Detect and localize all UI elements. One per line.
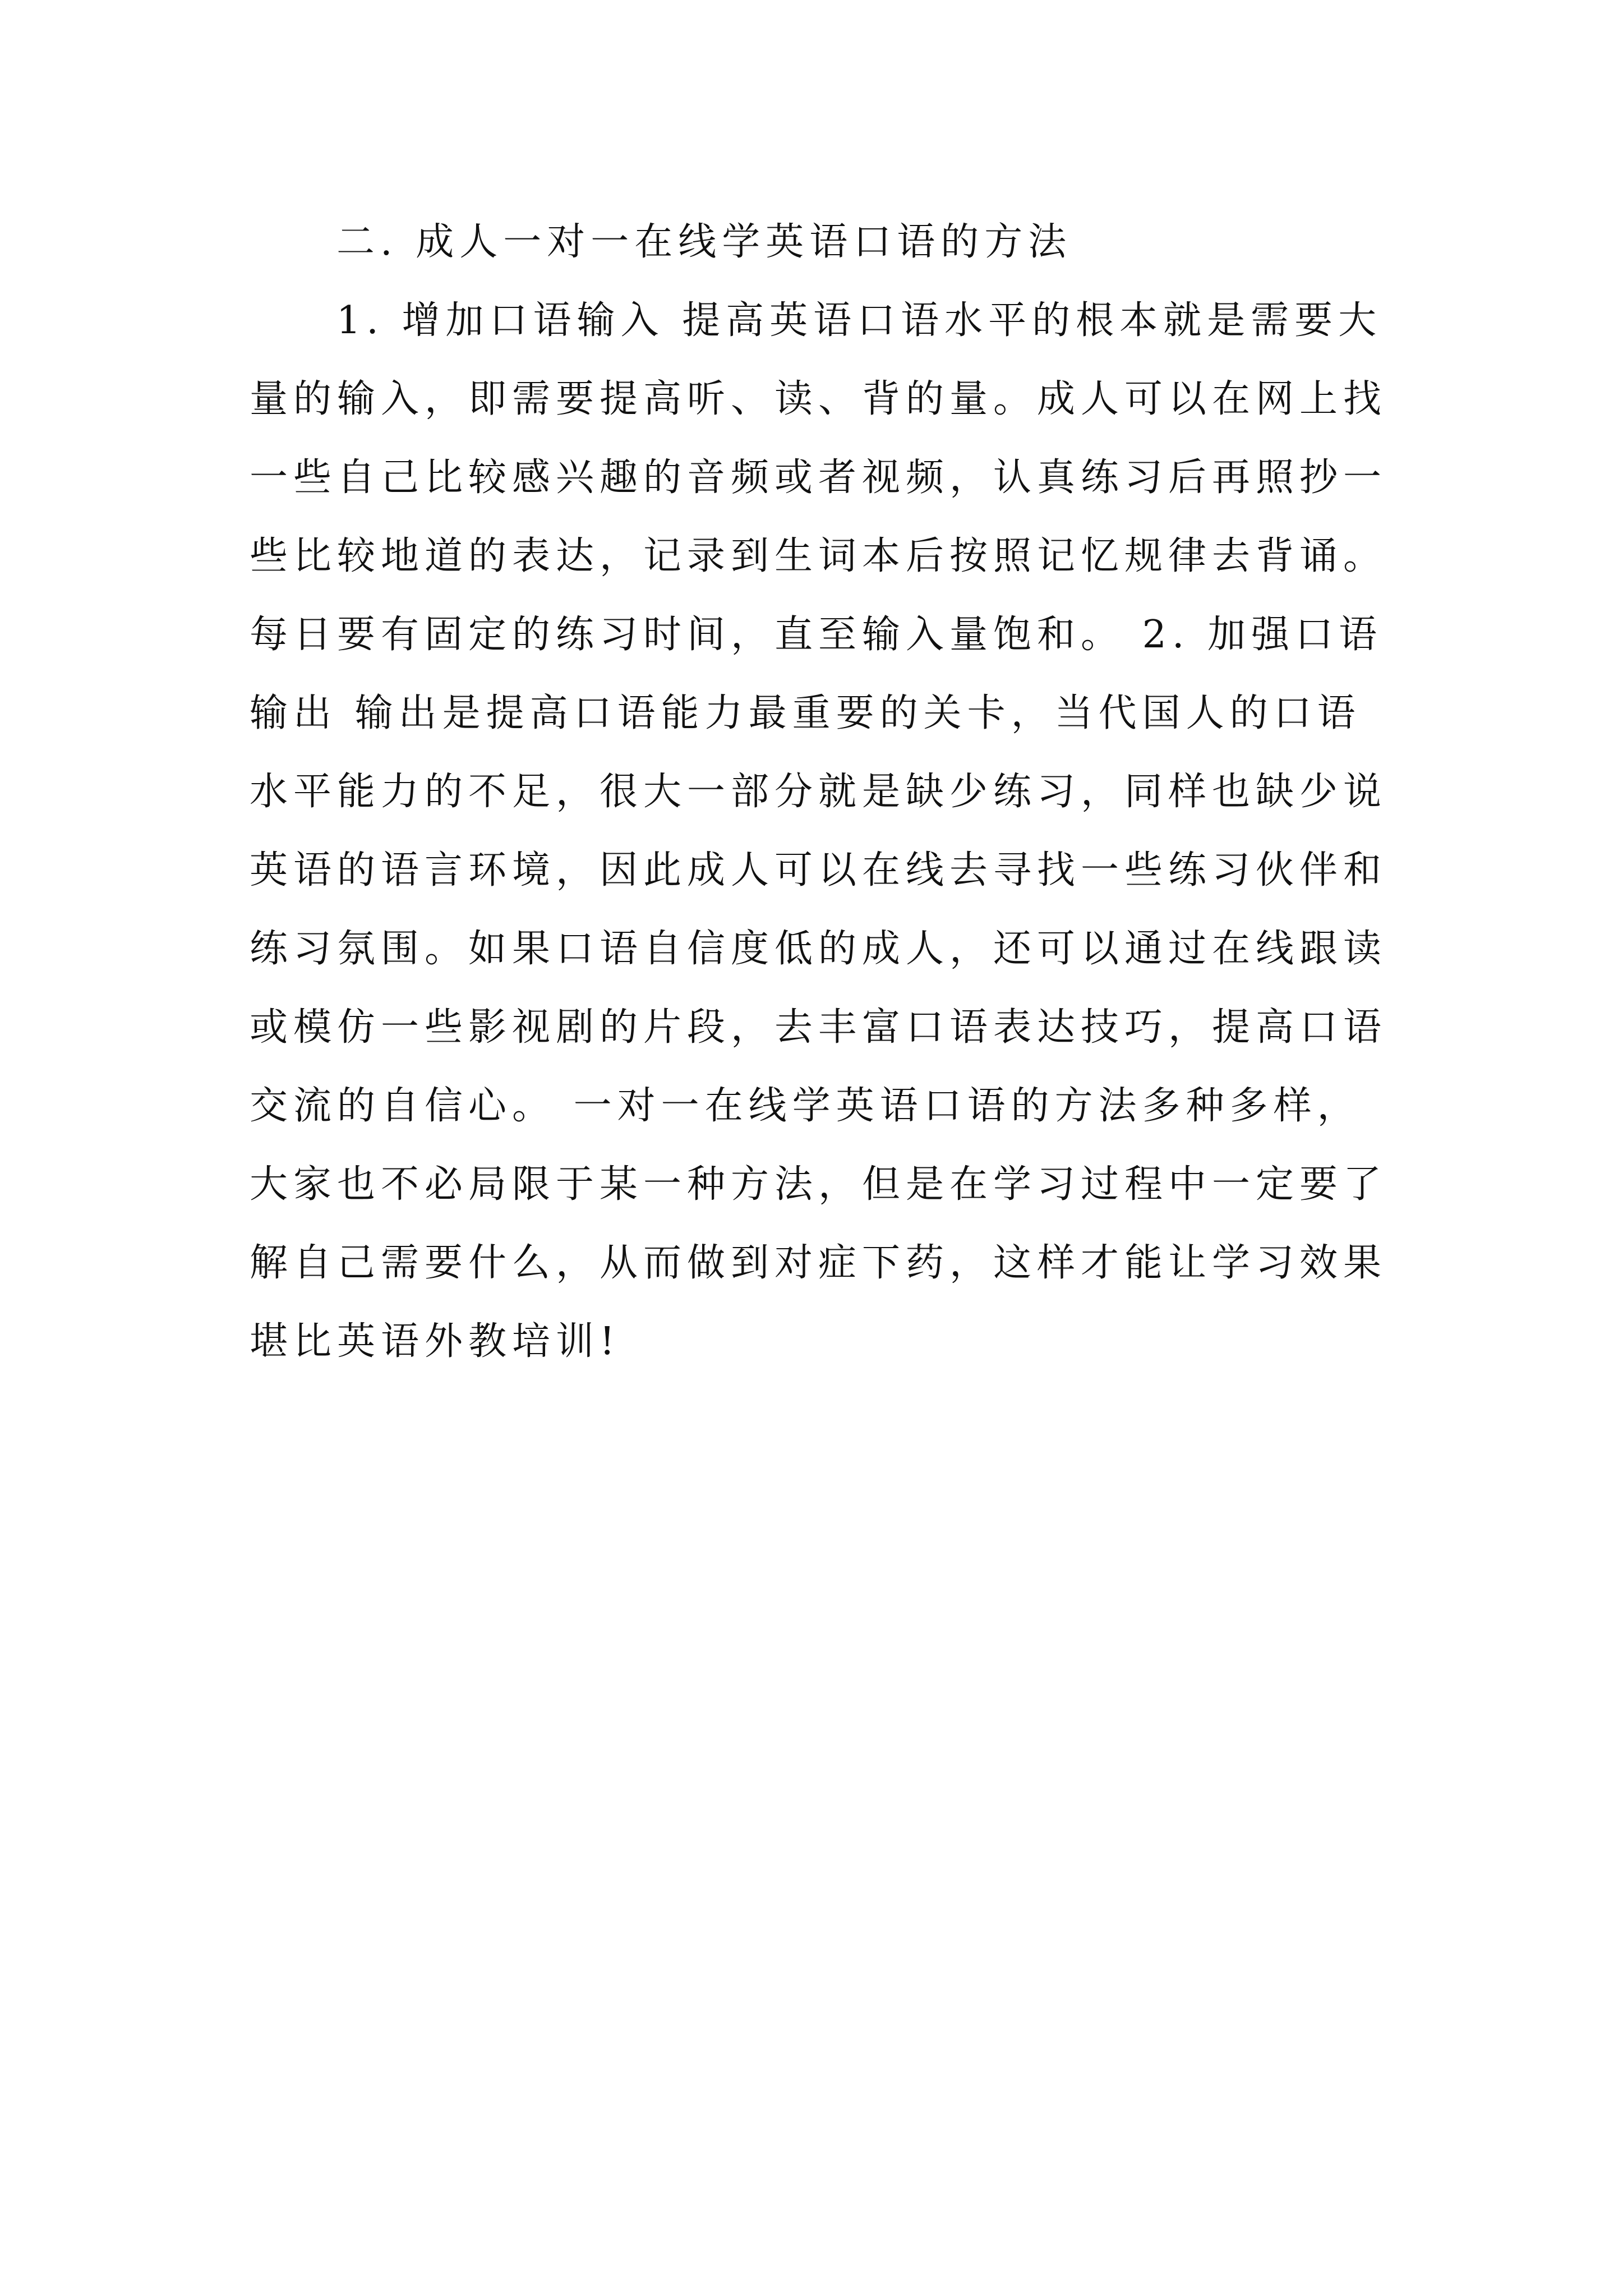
paragraph-line: 解自己需要什么，从而做到对症下药，这样才能让学习效果 — [250, 1241, 1387, 1285]
paragraph-line: 英语的语言环境，因此成人可以在线去寻找一些练习伙伴和 — [250, 848, 1387, 892]
paragraph-line: 每日要有固定的练习时间，直至输入量饱和。 2. 加强口语 — [250, 613, 1383, 657]
paragraph-line: 些比较地道的表达，记录到生词本后按照记忆规律去背诵。 — [250, 534, 1387, 578]
paragraph-line: 一些自己比较感兴趣的音频或者视频，认真练习后再照抄一 — [250, 455, 1387, 500]
paragraph-line: 大家也不必局限于某一种方法，但是在学习过程中一定要了 — [250, 1162, 1387, 1207]
paragraph-line: 或模仿一些影视剧的片段，去丰富口语表达技巧，提高口语 — [250, 1005, 1387, 1050]
paragraph-line: 1. 增加口语输入 提高英语口语水平的根本就是需要大 — [336, 298, 1382, 343]
paragraph-line: 交流的自信心。 一对一在线学英语口语的方法多种多样， — [250, 1084, 1361, 1128]
paragraph-line: 练习氛围。如果口语自信度低的成人，还可以通过在线跟读 — [250, 927, 1387, 971]
paragraph-line: 输出 输出是提高口语能力最重要的关卡，当代国人的口语 — [250, 691, 1361, 735]
paragraph-line: 量的输入，即需要提高听、读、背的量。成人可以在网上找 — [250, 377, 1387, 421]
paragraph-line: 水平能力的不足，很大一部分就是缺少练习，同样也缺少说 — [250, 770, 1387, 814]
paragraph-line: 堪比英语外教培训! — [250, 1319, 621, 1364]
section-heading: 二. 成人一对一在线学英语口语的方法 — [336, 220, 1072, 264]
